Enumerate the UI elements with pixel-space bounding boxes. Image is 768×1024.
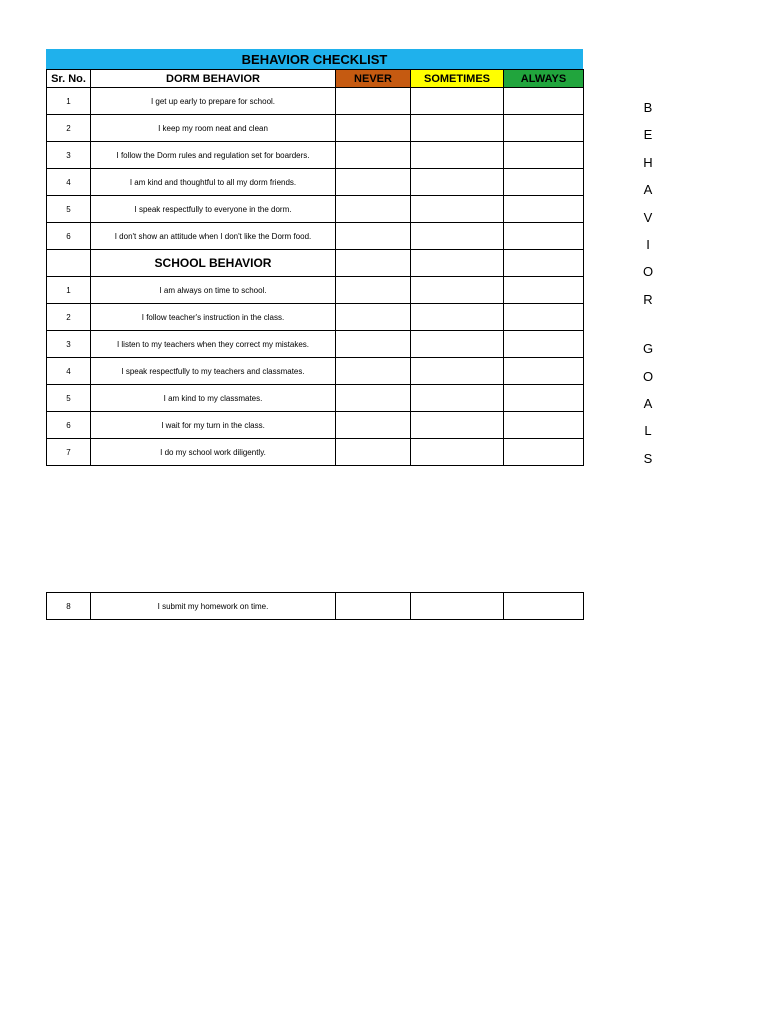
behavior-goals-vertical-label <box>636 94 660 472</box>
behavior-statement: I speak respectfully to my teachers and classmates. <box>91 358 336 385</box>
side-letter: A <box>643 182 653 198</box>
always-cell[interactable] <box>504 169 584 196</box>
never-header: NEVER <box>336 70 411 88</box>
dorm-behavior-row <box>47 115 584 142</box>
checklist-title: BEHAVIOR CHECKLIST <box>46 49 583 69</box>
side-letter: R <box>643 291 653 307</box>
never-cell[interactable] <box>336 142 411 169</box>
never-cell[interactable] <box>336 277 411 304</box>
behavior-statement: I get up early to prepare for school. <box>91 88 336 115</box>
always-cell[interactable] <box>504 196 584 223</box>
side-letter: H <box>643 154 653 170</box>
empty-sr-cell <box>47 250 91 277</box>
side-letter: A <box>643 395 653 411</box>
sometimes-header: SOMETIMES <box>411 70 504 88</box>
always-cell[interactable] <box>504 277 584 304</box>
dorm-behavior-row <box>47 88 584 115</box>
sometimes-cell[interactable] <box>411 169 504 196</box>
sometimes-cell[interactable] <box>411 593 504 620</box>
row-number: 2 <box>47 115 91 142</box>
behavior-statement: I am always on time to school. <box>91 277 336 304</box>
dorm-behavior-row <box>47 223 584 250</box>
always-cell[interactable] <box>504 385 584 412</box>
school-behavior-row <box>47 331 584 358</box>
checklist-table <box>46 69 584 466</box>
dorm-behavior-row <box>47 142 584 169</box>
school-behavior-row <box>47 439 584 466</box>
sometimes-cell[interactable] <box>411 385 504 412</box>
sometimes-cell[interactable] <box>411 412 504 439</box>
always-cell[interactable] <box>504 223 584 250</box>
empty-sometimes-cell <box>411 250 504 277</box>
sometimes-cell[interactable] <box>411 223 504 250</box>
sometimes-cell[interactable] <box>411 277 504 304</box>
always-cell[interactable] <box>504 88 584 115</box>
never-cell[interactable] <box>336 304 411 331</box>
extra-row-block <box>46 592 583 620</box>
always-cell[interactable] <box>504 142 584 169</box>
never-cell[interactable] <box>336 358 411 385</box>
row-number: 5 <box>47 196 91 223</box>
school-section-row <box>47 250 584 277</box>
dorm-behavior-header: DORM BEHAVIOR <box>91 70 336 88</box>
always-cell[interactable] <box>504 331 584 358</box>
always-cell[interactable] <box>504 412 584 439</box>
behavior-statement: I am kind to my classmates. <box>91 385 336 412</box>
behavior-statement: I submit my homework on time. <box>91 593 336 620</box>
side-letter: B <box>643 100 653 115</box>
extra-table <box>46 592 584 620</box>
school-behavior-row <box>47 385 584 412</box>
school-behavior-row <box>47 277 584 304</box>
row-number: 1 <box>47 88 91 115</box>
empty-always-cell <box>504 250 584 277</box>
behavior-checklist-sheet <box>46 49 583 466</box>
behavior-statement: I am kind and thoughtful to all my dorm friends. <box>91 169 336 196</box>
behavior-statement: I wait for my turn in the class. <box>91 412 336 439</box>
always-cell[interactable] <box>504 115 584 142</box>
empty-never-cell <box>336 250 411 277</box>
dorm-behavior-row <box>47 196 584 223</box>
row-number: 6 <box>47 223 91 250</box>
sr-no-header: Sr. No. <box>47 70 91 88</box>
side-letter: L <box>644 423 652 439</box>
school-behavior-row <box>47 304 584 331</box>
row-number: 7 <box>47 439 91 466</box>
sometimes-cell[interactable] <box>411 331 504 358</box>
never-cell[interactable] <box>336 331 411 358</box>
side-letter: V <box>643 209 653 225</box>
row-number: 3 <box>47 142 91 169</box>
always-cell[interactable] <box>504 593 584 620</box>
row-number: 3 <box>47 331 91 358</box>
never-cell[interactable] <box>336 196 411 223</box>
school-behavior-row <box>47 412 584 439</box>
behavior-statement: I follow teacher's instruction in the class. <box>91 304 336 331</box>
behavior-statement: I follow the Dorm rules and regulation set for boarders. <box>91 142 336 169</box>
side-spacer <box>636 313 660 335</box>
sometimes-cell[interactable] <box>411 358 504 385</box>
always-cell[interactable] <box>504 358 584 385</box>
never-cell[interactable] <box>336 115 411 142</box>
always-cell[interactable] <box>504 304 584 331</box>
sometimes-cell[interactable] <box>411 142 504 169</box>
dorm-behavior-row <box>47 169 584 196</box>
row-number: 4 <box>47 358 91 385</box>
never-cell[interactable] <box>336 88 411 115</box>
never-cell[interactable] <box>336 385 411 412</box>
sometimes-cell[interactable] <box>411 88 504 115</box>
side-letter: E <box>643 127 653 143</box>
school-behavior-row <box>47 593 584 620</box>
row-number: 5 <box>47 385 91 412</box>
side-letter: I <box>646 236 650 252</box>
school-behavior-row <box>47 358 584 385</box>
never-cell[interactable] <box>336 593 411 620</box>
school-behavior-heading: SCHOOL BEHAVIOR <box>91 250 336 277</box>
row-number: 4 <box>47 169 91 196</box>
sometimes-cell[interactable] <box>411 115 504 142</box>
never-cell[interactable] <box>336 412 411 439</box>
row-number: 2 <box>47 304 91 331</box>
sometimes-cell[interactable] <box>411 439 504 466</box>
side-letter: G <box>642 341 654 357</box>
behavior-statement: I listen to my teachers when they correct my mistakes. <box>91 331 336 358</box>
row-number: 6 <box>47 412 91 439</box>
sometimes-cell[interactable] <box>411 304 504 331</box>
always-cell[interactable] <box>504 439 584 466</box>
side-letter: O <box>642 264 654 280</box>
sometimes-cell[interactable] <box>411 196 504 223</box>
side-letter: S <box>643 450 653 466</box>
never-cell[interactable] <box>336 169 411 196</box>
behavior-statement: I speak respectfully to everyone in the dorm. <box>91 196 336 223</box>
behavior-statement: I keep my room neat and clean <box>91 115 336 142</box>
behavior-statement: I don't show an attitude when I don't like the Dorm food. <box>91 223 336 250</box>
never-cell[interactable] <box>336 439 411 466</box>
row-number: 1 <box>47 277 91 304</box>
header-row <box>47 70 584 88</box>
never-cell[interactable] <box>336 223 411 250</box>
row-number: 8 <box>47 593 91 620</box>
behavior-statement: I do my school work diligently. <box>91 439 336 466</box>
always-header: ALWAYS <box>504 70 584 88</box>
side-letter: O <box>642 368 654 384</box>
